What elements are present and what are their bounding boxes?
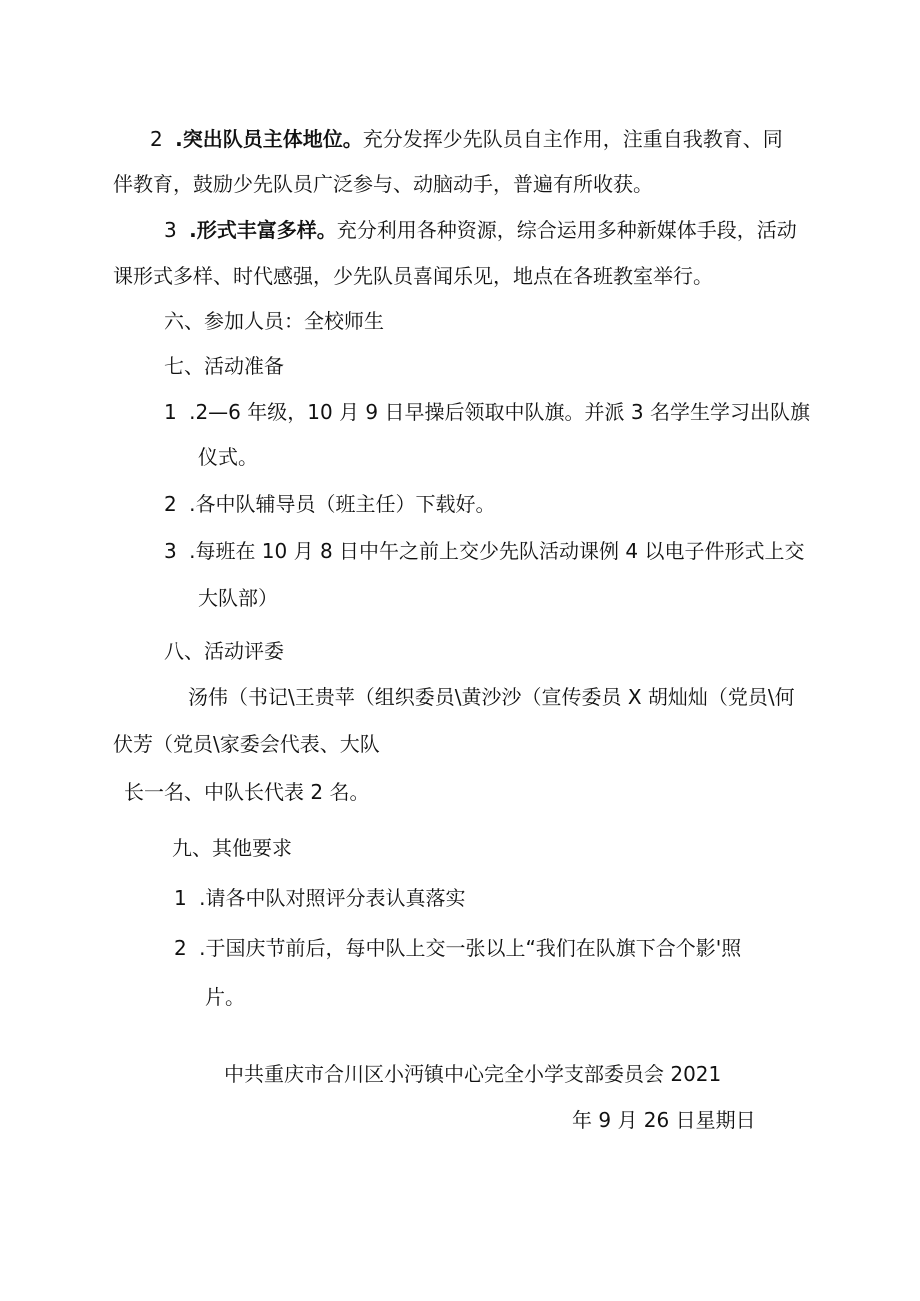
req-item-2-text: .于国庆节前后，每中队上交一张以上“我们在队旗下合个影'照: [199, 936, 742, 960]
point-2-text: 充分发挥少先队员自主作用，注重自我教育、同: [362, 127, 783, 151]
point-3-number: 3: [164, 218, 177, 242]
section-9-heading: 九、其他要求: [172, 836, 292, 860]
req-item-2-cont: 片。: [205, 985, 245, 1009]
point-2-title: .突出队员主体地位。: [175, 127, 363, 151]
prep-item-2-number: 2: [164, 492, 177, 516]
prep-item-3-cont: 大队部）: [198, 586, 278, 610]
judges-line-1: 汤伟（书记\王贵苹（组织委员\黄沙沙（宣传委员 X 胡灿灿（党员\何: [188, 685, 795, 709]
point-3-line-2: 课形式多样、时代感强，少先队员喜闻乐见，地点在各班教室举行。: [113, 264, 713, 288]
signature-date: 年 9 月 26 日星期日: [572, 1108, 756, 1132]
point-2-number: 2: [150, 127, 163, 151]
req-item-2-number: 2: [174, 936, 187, 960]
prep-item-2-text: .各中队辅导员（班主任）下载好。: [189, 492, 496, 516]
prep-item-3-text: .每班在 10 月 8 日中午之前上交少先队活动课例 4 以电子件形式上交: [189, 539, 805, 563]
section-8-heading: 八、活动评委: [164, 639, 284, 663]
prep-item-1-cont: 仪式。: [198, 445, 258, 469]
point-2-line-2: 伴教育，鼓励少先队员广泛参与、动脑动手，普遍有所收获。: [113, 172, 653, 196]
prep-item-3-number: 3: [164, 539, 177, 563]
point-3-title: .形式丰富多样。: [189, 218, 337, 242]
prep-item-1-number: 1: [164, 400, 177, 424]
req-item-2: [174, 934, 741, 962]
judges-line-2: 伏芳（党员\家委会代表、大队: [113, 732, 380, 756]
req-item-1-number: 1: [174, 886, 187, 910]
point-3-line-1: [164, 216, 797, 244]
judges-line-3: 长一名、中队长代表 2 名。: [124, 780, 370, 804]
section-6-heading: 六、参加人员：全校师生: [164, 309, 384, 333]
prep-item-2: [164, 490, 495, 518]
section-7-heading: 七、活动准备: [164, 354, 284, 378]
point-3-text: 充分利用各种资源，综合运用多种新媒体手段，活动: [336, 218, 797, 242]
prep-item-1-text: .2—6 年级，10 月 9 日早操后领取中队旗。并派 3 名学生学习出队旗: [189, 400, 810, 424]
prep-item-1: [164, 398, 810, 426]
prep-item-3: [164, 537, 805, 565]
req-item-1-text: .请各中队对照评分表认真落实: [199, 886, 466, 910]
signature-organization: 中共重庆市合川区小沔镇中心完全小学支部委员会 2021: [224, 1062, 722, 1086]
req-item-1: [174, 884, 465, 912]
point-2-line-1: [150, 125, 783, 153]
